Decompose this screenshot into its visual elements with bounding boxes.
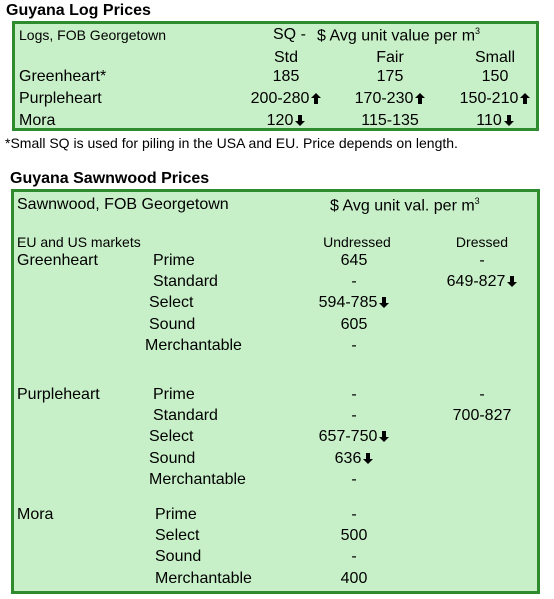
grade-label-text: Prime [153,386,195,403]
log-header-sq: SQ - [273,26,306,43]
arrow-down-icon [377,294,389,311]
col-dressed: Dressed [455,234,509,250]
log-header-sup: 3 [475,26,481,36]
undressed-price-text: 500 [340,527,368,544]
undressed-price [299,252,409,270]
grade-label-text: Sound [149,450,196,467]
sawn-species-name-text: Purpleheart [17,386,100,403]
grade-label-text: Merchantable [155,570,252,587]
sawn-prices-title: Guyana Sawnwood Prices [10,170,210,187]
grade-label [149,450,195,468]
grade-label [153,386,195,404]
log-prices-box [12,21,539,131]
undressed-price [299,527,409,545]
undressed-price-text: - [351,548,357,565]
log-species-name [19,112,55,130]
grade-label-text: Prime [155,506,197,523]
undressed-price [299,428,409,446]
markets-label: EU and US markets [17,234,141,250]
log-header-left [19,27,166,43]
undressed-price [299,386,409,404]
log-price-cell-text: 170-230 [354,90,414,107]
log-footnote: *Small SQ is used for piling in the USA and EU. Price depends on length. [5,135,458,151]
undressed-price-text: - [351,386,357,403]
sawn-header-value [330,196,480,215]
log-species-name [19,68,106,86]
sawn-species-name-text: Greenheart [17,252,98,269]
grade-label [149,316,195,334]
grade-label [149,471,246,489]
log-price-cell [241,112,331,130]
log-price-cell-text: 115-135 [361,112,419,129]
sawn-header-sup: 3 [474,196,480,206]
grade-label-text: Sound [155,548,202,565]
sawn-species-name-text: Mora [17,506,54,523]
log-price-cell-text: 150-210 [459,90,519,107]
log-price-cell [241,90,331,108]
log-col-small: Small [474,49,515,66]
arrow-up-icon [309,90,321,107]
undressed-price-text: 605 [340,316,368,333]
undressed-price-text: - [351,337,357,354]
undressed-price [299,450,409,468]
log-species-name-text: Purpleheart [19,90,102,107]
dressed-price [427,386,537,404]
grade-label-text: Merchantable [145,337,242,354]
grade-label-text: Sound [149,316,196,333]
arrow-up-icon [413,90,425,107]
col-undressed: Undressed [323,234,391,250]
grade-label-text: Select [149,294,194,311]
undressed-price-text: - [351,506,357,523]
undressed-price [299,273,409,291]
undressed-price-text: 645 [340,252,368,269]
arrow-up-icon [518,90,530,107]
arrow-down-icon [505,273,517,290]
grade-label-text: Standard [153,407,218,424]
sawn-header-value-text: $ Avg unit val. per m [330,197,475,215]
log-price-cell-text: 110 [476,112,502,129]
log-col-fair: Fair [376,49,404,66]
grade-label-text: Select [149,428,194,445]
undressed-price [299,337,409,355]
sawn-prices-box [11,189,540,594]
undressed-price [299,548,409,566]
grade-label-text: Standard [153,273,218,290]
log-price-cell [345,68,435,86]
grade-label [155,570,252,588]
undressed-price-text: - [351,471,357,488]
undressed-price [299,471,409,489]
sawn-species-name [17,506,53,524]
grade-label [149,294,193,312]
log-header-value [317,26,480,45]
log-prices-title: Guyana Log Prices [6,2,151,19]
dressed-price [427,407,537,425]
arrow-down-icon [361,450,373,467]
sawn-header-left: Sawnwood, FOB Georgetown [17,196,229,213]
grade-label [153,273,218,291]
grade-label [149,428,193,446]
grade-label [155,527,199,545]
log-price-cell [345,112,435,130]
grade-label [153,407,218,425]
log-price-cell-text: 175 [376,68,404,85]
log-col-std: Std [273,49,298,66]
grade-label [155,506,197,524]
log-price-cell [447,68,543,86]
undressed-price-text: 594-785 [318,294,378,311]
dressed-price-text: - [479,252,485,269]
undressed-price [299,407,409,425]
log-species-name-text: Greenheart* [19,68,107,85]
log-header-value-text: $ Avg unit value per m [317,27,476,45]
dressed-price-text: 649-827 [446,273,506,290]
log-price-cell [447,112,543,130]
dressed-price [427,273,537,291]
log-price-cell-text: 120 [266,112,294,129]
log-price-cell [345,90,435,108]
grade-label [153,252,195,270]
arrow-down-icon [377,428,389,445]
undressed-price [299,506,409,524]
grade-label [155,548,201,566]
dressed-price-text: 700-827 [452,407,512,424]
undressed-price-text: 657-750 [318,428,378,445]
grade-label-text: Prime [153,252,195,269]
sawn-species-name [17,386,100,404]
undressed-price-text: 636 [334,450,362,467]
log-species-name-text: Mora [19,112,56,129]
dressed-price-text: - [479,386,485,403]
log-species-name [19,90,102,108]
log-price-cell [241,68,331,86]
grade-label-text: Select [155,527,200,544]
undressed-price-text: - [351,407,357,424]
log-price-cell-text: 200-280 [250,90,310,107]
log-price-cell [447,90,543,108]
undressed-price [299,316,409,334]
grade-label-text: Merchantable [149,471,246,488]
undressed-price-text: - [351,273,357,290]
arrow-down-icon [502,112,514,129]
undressed-price [299,294,409,312]
undressed-price [299,570,409,588]
log-price-cell-text: 150 [481,68,509,85]
undressed-price-text: 400 [340,570,368,587]
sawn-species-name [17,252,98,270]
dressed-price [427,252,537,270]
arrow-down-icon [293,112,305,129]
grade-label [145,337,242,355]
log-header-left-text: Logs, FOB Georgetown [19,27,167,43]
log-price-cell-text: 185 [272,68,300,85]
